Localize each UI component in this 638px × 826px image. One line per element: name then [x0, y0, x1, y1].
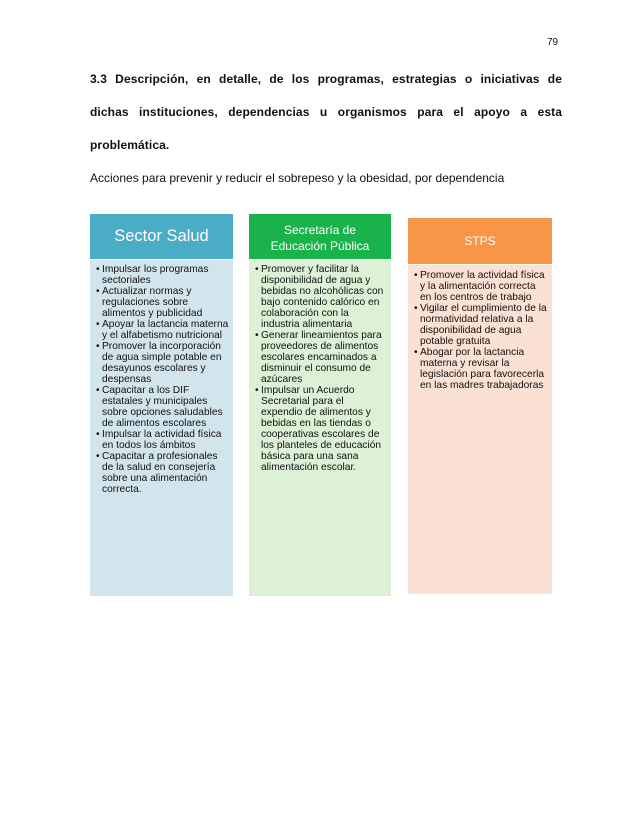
stps-header — [408, 218, 552, 264]
list-item: • Capacitar a profesionales de la salud en consejería sobre una alimentación correcta. — [96, 451, 229, 495]
list-item: • Promover la incorporación de agua simple potable en desayunos escolares y despensas — [96, 341, 229, 385]
sector-salud-header — [90, 214, 233, 259]
list-item: • Generar lineamientos para proveedores de alimentos escolares encaminados a disminuir el consumo de azúcares — [255, 330, 387, 385]
list-item: • Impulsar un Acuerdo Secretarial para el expendio de alimentos y bebidas en las tiendas o cooperativas escolares de los planteles de educación básica para una sana alimentación escolar. — [255, 385, 387, 473]
list-item: • Impulsar la actividad física en todos los ámbitos — [96, 429, 229, 451]
heading-line-2: dichas instituciones, dependencias u organismos para el apoyo a esta — [90, 105, 562, 119]
list-item: • Promover y facilitar la disponibilidad de agua y bebidas no alcohólicas con bajo contenido calórico en colaboración con la industria alimentaria — [255, 264, 387, 330]
stps-title: STPS — [464, 234, 496, 248]
stps-body — [408, 265, 552, 594]
page-number: 79 — [547, 37, 559, 48]
list-item: • Abogar por la lactancia materna y revisar la legislación para favorecerla en las madres trabajadoras — [414, 347, 548, 391]
sep-body — [249, 260, 391, 596]
heading-line-1: 3.3 Descripción, en detalle, de los programas, estrategias o iniciativas de — [90, 72, 562, 86]
sep-title-line-2: Educación Pública — [270, 238, 370, 253]
list-item: • Apoyar la lactancia materna y el alfabetismo nutricional — [96, 319, 229, 341]
sep-list — [255, 264, 387, 473]
list-item: • Capacitar a los DIF estatales y municipales sobre opciones saludables de alimentos escolares — [96, 385, 229, 429]
sector-salud-list — [96, 264, 229, 495]
sector-salud-title: Sector Salud — [114, 227, 209, 245]
list-item: • Vigilar el cumplimiento de la normatividad relativa a la disponibilidad de agua potable gratuita — [414, 303, 548, 347]
sep-header — [249, 214, 391, 259]
intro-text: Acciones para prevenir y reducir el sobrepeso y la obesidad, por dependencia — [90, 171, 505, 185]
sector-salud-body — [90, 260, 233, 596]
list-item: • Impulsar los programas sectoriales — [96, 264, 229, 286]
stps-list — [414, 270, 548, 391]
sep-title-line-1: Secretaría de — [283, 222, 357, 237]
heading-line-3: problemática. — [90, 138, 170, 152]
section-heading — [90, 63, 562, 162]
list-item: • Actualizar normas y regulaciones sobre alimentos y publicidad — [96, 286, 229, 319]
list-item: • Promover la actividad física y la alimentación correcta en los centros de trabajo — [414, 270, 548, 303]
